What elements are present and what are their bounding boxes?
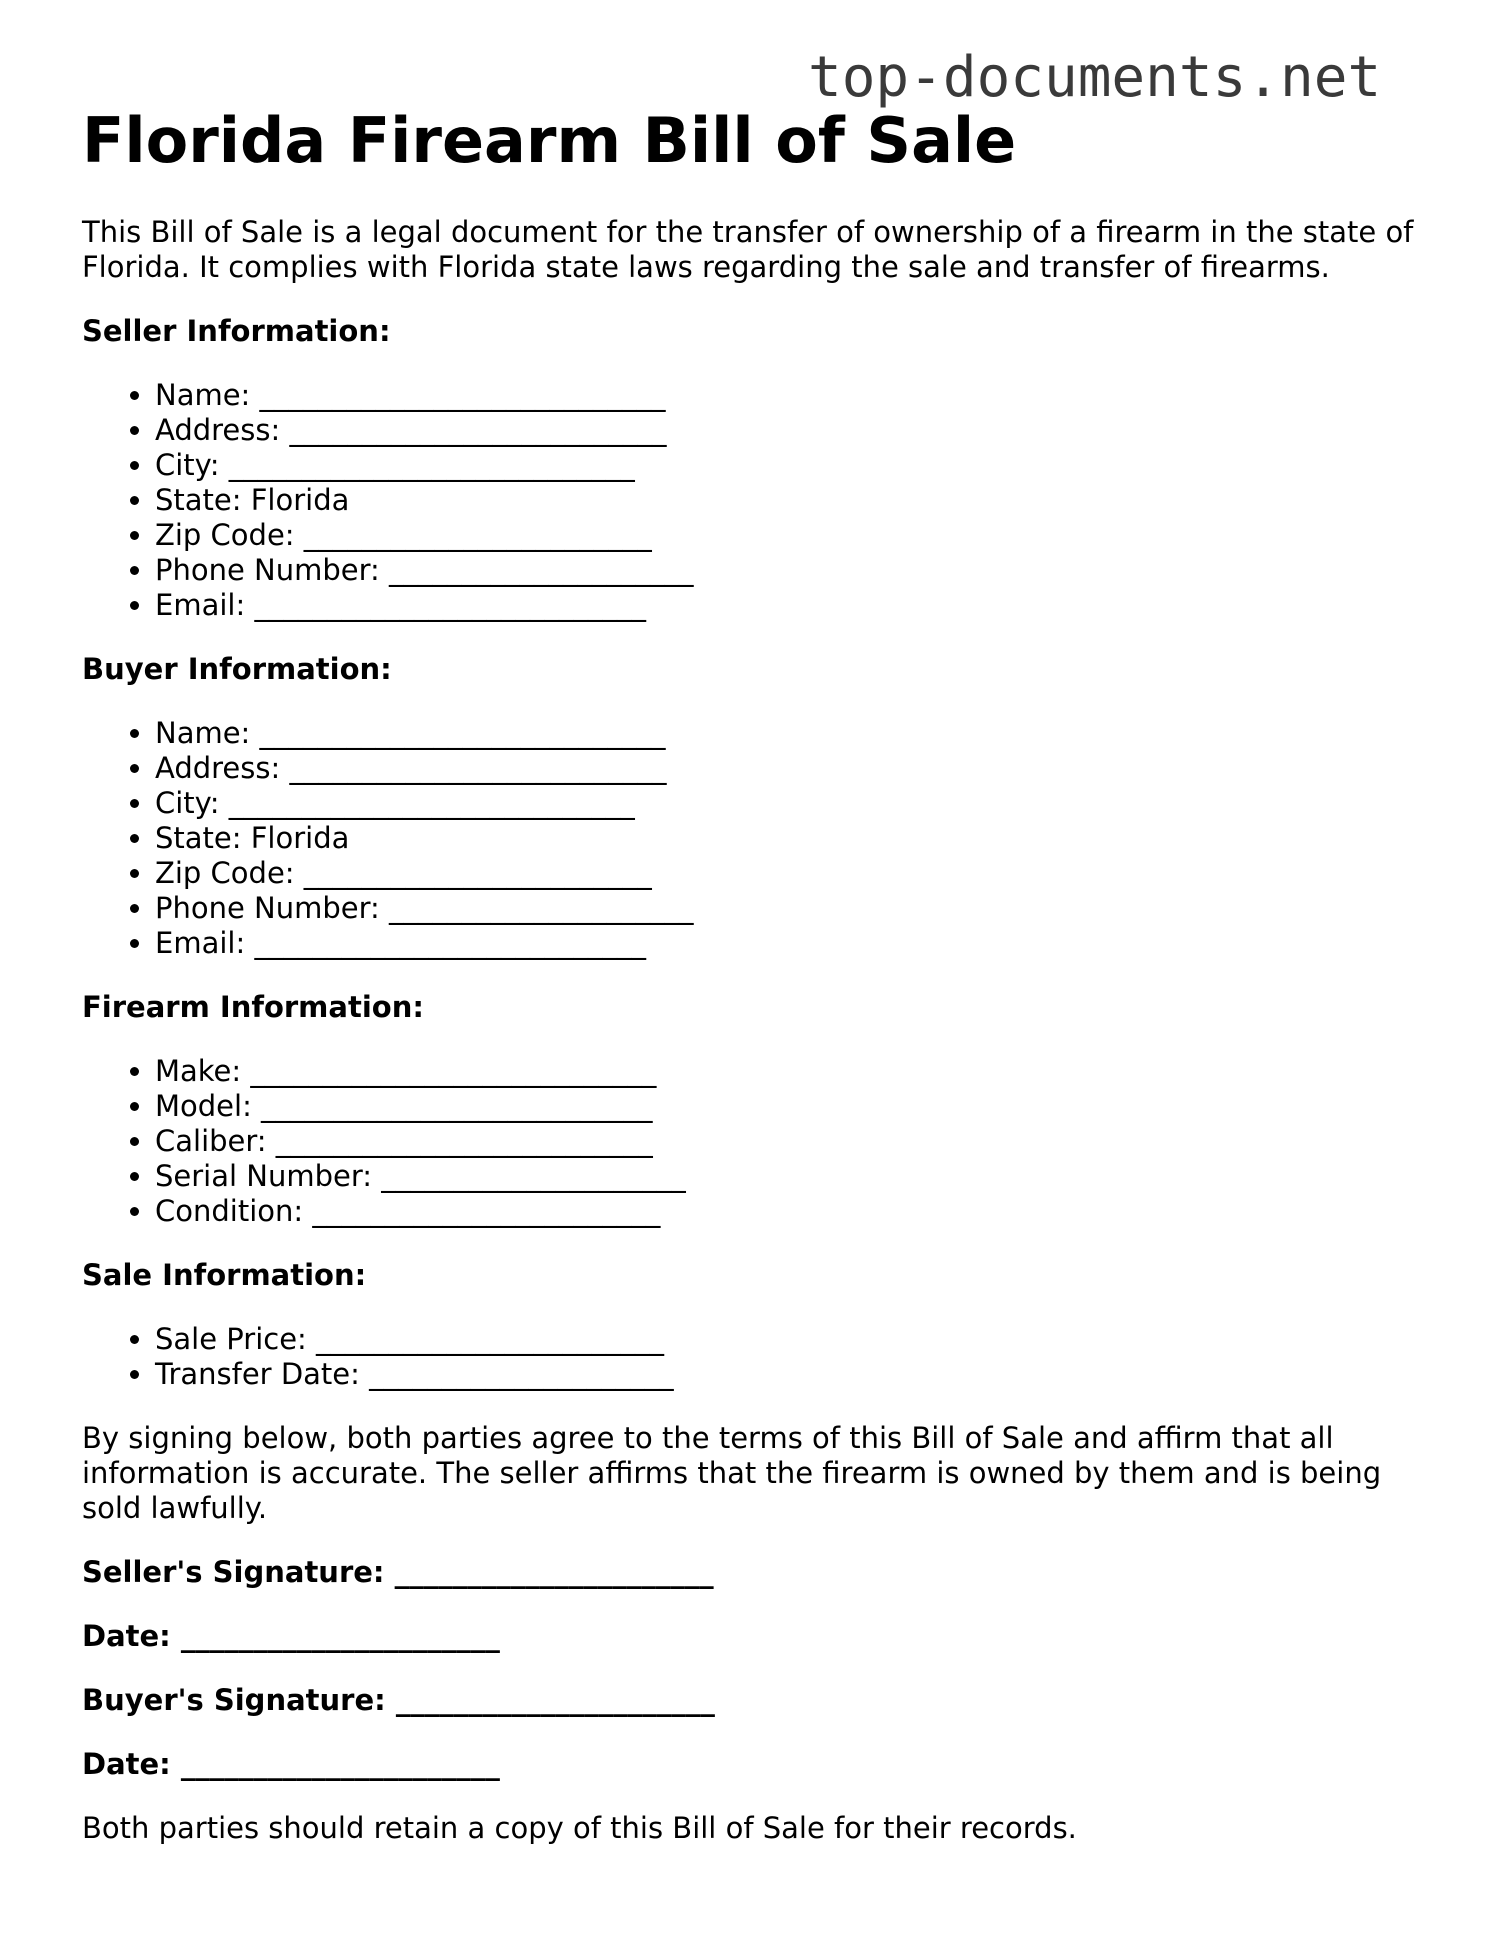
buyer-state-field: • State: Florida	[155, 821, 1422, 856]
buyer-city-field[interactable]: • City: ____________________________	[155, 786, 1422, 821]
buyer-name-field[interactable]: • Name: ____________________________	[155, 716, 1422, 751]
sale-price-field[interactable]: • Sale Price: ________________________	[155, 1322, 1422, 1357]
seller-zip-field[interactable]: • Zip Code: ________________________	[155, 518, 1422, 553]
seller-phone-field[interactable]: • Phone Number: _____________________	[155, 553, 1422, 588]
buyer-signature-line[interactable]: Buyer's Signature: ______________________	[82, 1683, 715, 1717]
buyer-zip-field[interactable]: • Zip Code: ________________________	[155, 856, 1422, 891]
sale-info-list	[82, 1322, 1422, 1392]
document-body	[82, 215, 1422, 1875]
intro-paragraph: This Bill of Sale is a legal document for the transfer of ownership of a firearm in the state of Florida. It complies with Florida state laws regarding the sale and transfer of firearms.	[82, 215, 1414, 284]
firearm-model-field[interactable]: • Model: ___________________________	[155, 1089, 1422, 1124]
seller-info-list	[82, 378, 1422, 623]
buyer-date-line[interactable]: Date: ______________________	[82, 1747, 500, 1781]
seller-email-field[interactable]: • Email: ___________________________	[155, 588, 1422, 623]
seller-signature-line[interactable]: Seller's Signature: ______________________	[82, 1555, 714, 1589]
firearm-condition-field[interactable]: • Condition: ________________________	[155, 1194, 1422, 1229]
firearm-make-field[interactable]: • Make: ____________________________	[155, 1054, 1422, 1089]
transfer-date-field[interactable]: • Transfer Date: _____________________	[155, 1357, 1422, 1392]
firearm-info-list	[82, 1054, 1422, 1229]
firearm-section-heading: Firearm Information:	[82, 990, 424, 1024]
seller-section-heading: Seller Information:	[82, 314, 391, 348]
buyer-phone-field[interactable]: • Phone Number: _____________________	[155, 891, 1422, 926]
seller-state-field: • State: Florida	[155, 483, 1422, 518]
buyer-section-heading: Buyer Information:	[82, 652, 392, 686]
seller-date-line[interactable]: Date: ______________________	[82, 1619, 500, 1653]
closing-paragraph: Both parties should retain a copy of this Bill of Sale for their records.	[82, 1811, 1077, 1845]
sale-section-heading: Sale Information:	[82, 1258, 367, 1292]
document-title: Florida Firearm Bill of Sale	[82, 104, 1017, 177]
firearm-caliber-field[interactable]: • Caliber: __________________________	[155, 1124, 1422, 1159]
seller-name-field[interactable]: • Name: ____________________________	[155, 378, 1422, 413]
watermark-text: top-documents.net	[808, 45, 1382, 110]
firearm-serial-field[interactable]: • Serial Number: _____________________	[155, 1159, 1422, 1194]
buyer-address-field[interactable]: • Address: __________________________	[155, 751, 1422, 786]
seller-address-field[interactable]: • Address: __________________________	[155, 413, 1422, 448]
buyer-email-field[interactable]: • Email: ___________________________	[155, 926, 1422, 961]
seller-city-field[interactable]: • City: ____________________________	[155, 448, 1422, 483]
affirmation-paragraph: By signing below, both parties agree to the terms of this Bill of Sale and affirm that all information is accurate. The seller affirms that the firearm is owned by them and is being sold lawfully.	[82, 1421, 1382, 1525]
buyer-info-list	[82, 716, 1422, 961]
